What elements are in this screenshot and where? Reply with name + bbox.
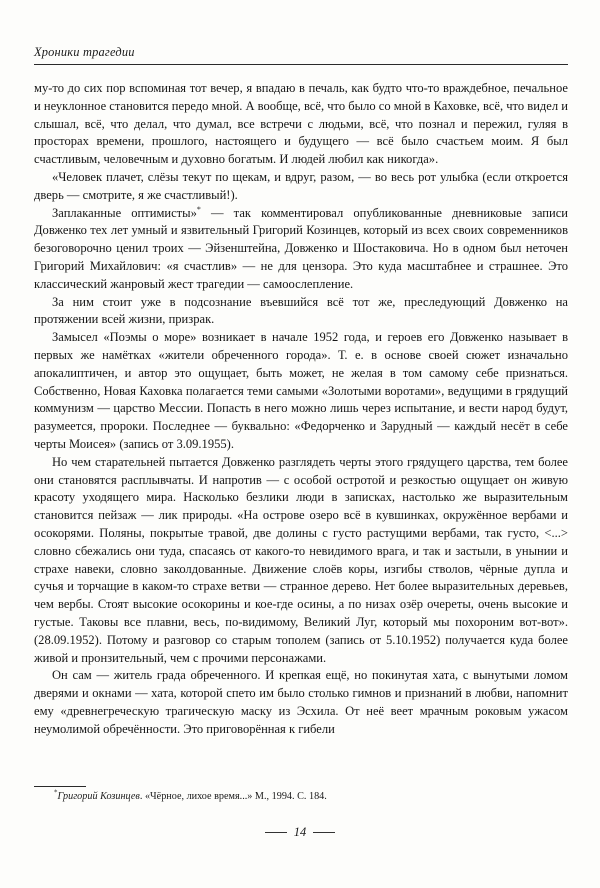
footnote-entry xyxy=(34,790,568,803)
paragraph: За ним стоит уже в подсознание въевшийся всё тот же, преследующий Довженко на протяжении всей жизни, призрак. xyxy=(34,294,568,327)
running-header xyxy=(34,46,568,65)
footnote-citation: . «Чёрное, лихое время...» М., 1994. С. 184. xyxy=(139,791,327,802)
paragraph: му-то до сих пор вспоминая тот вечер, я впадаю в печаль, как будто что-то враждебное, печальное и неуклонное становится передо мной. А вообще, всё, что было со мной в Каховке, всё, что видел и слышал, всё, что делал, что думал, все встречи с людьми, всё, что познал и пережил, гуляя в просторах времени, прошлого, настоящего и будущего — всё было счастьем моим. Я был счастливым, человечным и духовно богатым. И людей любил как никогда». xyxy=(34,81,568,167)
paragraph: Замысел «Поэмы о море» возникает в начале 1952 года, и героев его Довженко называет в первых же намётках «жители обреченного города». Т. е. в основе своей сюжет изначально апокалиптичен, и автор это ощущает, быть может, не желая в том самому себе признаться. Собственно, Новая Каховка полагается теми самыми «Золотыми воротами», ведущими в грядущий коммунизм — царство Мессии. Попасть в него можно лишь через испытание, и вести народ будут, разумеется, пророки. Последнее — буквально: «Федорченко и Зарудный — каждый несёт в себе черты Моисея» (запись от 3.09.1955). xyxy=(34,330,568,451)
paragraph: Но чем старательней пытается Довженко разглядеть черты этого грядущего царства, тем более они становятся расплывчаты. И напротив — с особой остротой и резкостью ощущает он живую красоту уходящего мира. Насколько безлики люди в записках, настолько же выразительным становится пейзаж — лик природы. «На острове озеро всё в кувшинках, окружённое вербами и осокорями. Поляны, покрытые травой, две долины с густо растущими вербами, так густо, <...> словно сбежались они туда, спасаясь от какого-то невидимого врага, и так и застыли, в унынии и страхе навеки, словно заколдованные. Движение слоёв коры, изгибы стволов, чёрные дупла и сучья и торчащие в каком-то страхе ветви — странное дерево. Нет более выразительных деревьев, чем вербы. Стоят высокие осокорины и кое-где осины, а по низах озёр очереты, очень высокие и густые. Таковы все плавни, весь, по-видимому, Великий Луг, который мы похороним вот-вот». (28.09.1952). Потому и разговор со старым тополем (запись от 5.10.1952) получается куда более живой и пронзительный, чем с прочими персонажами. xyxy=(34,454,568,665)
body-text-column xyxy=(34,80,568,738)
footnote-marker: * xyxy=(54,788,58,797)
footnote-reference-marker[interactable]: * xyxy=(196,204,201,214)
footnote-block xyxy=(34,786,568,803)
page-number: 14 xyxy=(293,825,307,839)
header-divider xyxy=(34,64,568,65)
footnote-author: Григорий Козинцев xyxy=(57,791,140,802)
paragraph-text-before-ref: Заплаканные оптимисты» xyxy=(52,205,197,220)
paragraph-with-footnote-ref xyxy=(34,205,568,294)
folio xyxy=(0,826,600,839)
folio-dash-right xyxy=(313,832,335,833)
footnote-separator-rule xyxy=(34,786,86,787)
folio-dash-left xyxy=(265,832,287,833)
paragraph-text-after-ref: — так комментировал опубликованные дневниковые записи Довженко тех лет умный и язвительный Григорий Козинцев, который из всех своих современников безоговорочно ценил троих — Эйзенштейна, Довженко и Шостаковича. Но в одном был неточен Григорий Михайлович: «я счастлив» — не для цензора. Это куда масштабнее и страшнее. Это классический жанровый жест трагедии — самоослепление. xyxy=(34,205,568,291)
running-header-title: Хроники трагедии xyxy=(34,45,135,59)
paragraph: «Человек плачет, слёзы текут по щекам, и вдруг, разом, — во весь рот улыбка (если откроется дверь — смотрите, я же счастливый!). xyxy=(34,169,568,202)
paragraph: Он сам — житель града обреченного. И крепкая ещё, но покинутая хата, с вынутыми ломом дверями и окнами — хата, которой спето им было столько гимнов и признаний в любви, напомнит ему «древнегреческую трагическую маску из Эсхила. От неё веет мрачным роковым ужасом неумолимой обречённости. Это приговорённая к гибели xyxy=(34,668,568,736)
